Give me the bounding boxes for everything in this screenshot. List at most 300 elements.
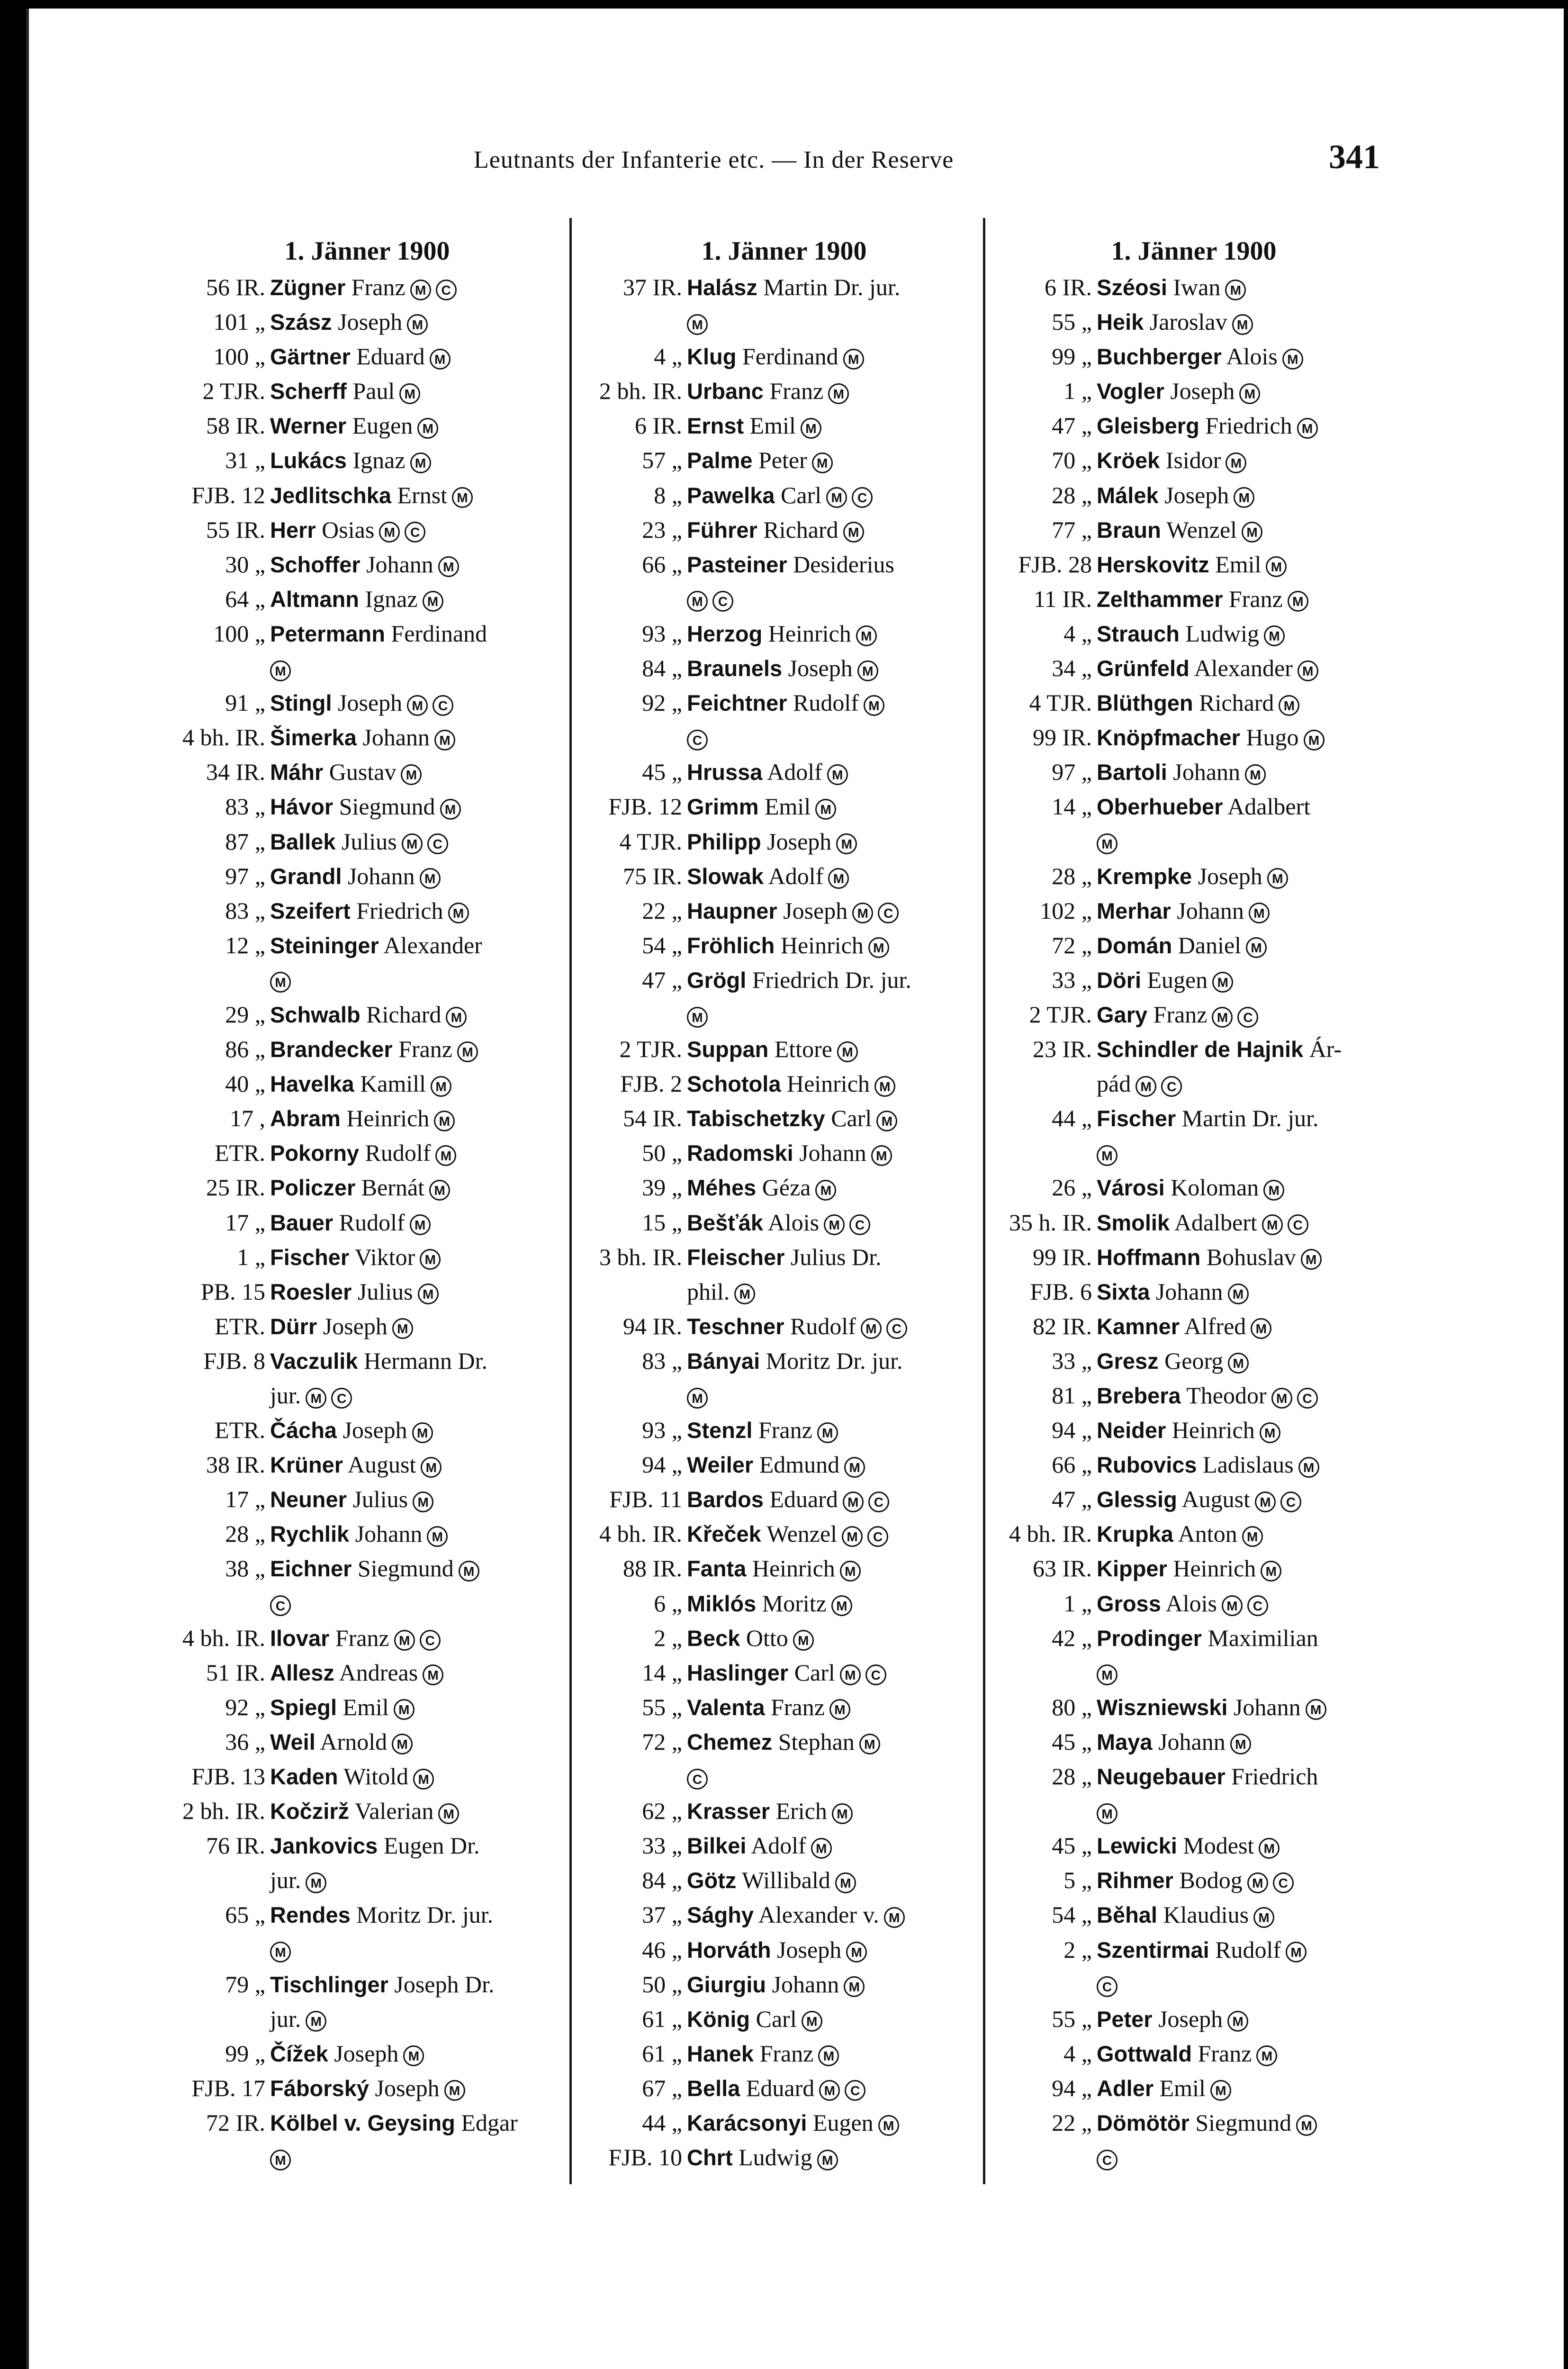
page-number: 341: [1329, 138, 1380, 176]
column-heading: 1. Jänner 1900: [1111, 236, 1277, 266]
given-name: August: [1181, 1486, 1251, 1513]
entry-text: [270, 547, 459, 582]
surname: Kamner: [1097, 1313, 1180, 1339]
entry-text: [687, 1413, 838, 1447]
list-item: [163, 1136, 571, 1170]
entry-text: [1097, 894, 1270, 928]
list-item: [163, 616, 571, 651]
surname: Haslinger: [687, 1660, 789, 1685]
given-name: jur.: [270, 1867, 301, 1894]
unit-label: FJB. 8: [203, 1347, 265, 1374]
circled-m-icon: M: [827, 764, 848, 785]
circled-m-icon: M: [868, 937, 889, 958]
circled-c-icon: C: [1288, 1214, 1308, 1235]
entry-text: [687, 1551, 861, 1586]
surname: Braunels: [687, 656, 783, 681]
entry-text: [1097, 686, 1299, 720]
circled-m-icon: M: [1097, 1664, 1117, 1685]
circled-c-icon: C: [427, 833, 448, 854]
given-name: Johann: [366, 551, 433, 578]
list-item: [163, 1205, 571, 1240]
entry-text: [687, 1898, 905, 1932]
circled-m-icon: M: [306, 2011, 326, 2032]
unit-label: 67 „: [642, 2074, 682, 2101]
unit-label: 97 „: [1052, 759, 1092, 786]
given-name: Ignaz: [365, 585, 418, 612]
given-name: Julius: [352, 1486, 408, 1513]
entry-text: [1097, 1344, 1249, 1378]
given-name: Rudolf: [339, 1209, 405, 1236]
surname: Szász: [270, 309, 332, 335]
surname: Dömötör: [1097, 2110, 1190, 2135]
unit-label: 3 bh. IR.: [599, 1243, 682, 1270]
circled-m-icon: M: [1097, 1803, 1117, 1824]
given-name: Emil: [1159, 2074, 1206, 2101]
list-item: [990, 513, 1397, 547]
list-item: [990, 1032, 1397, 1067]
unit-label: 4 bh. IR.: [599, 1520, 682, 1547]
surname: Oberhueber: [1097, 794, 1223, 820]
circled-m-icon: M: [878, 2115, 899, 2136]
circled-m-icon: M: [1210, 2080, 1231, 2101]
list-item: [990, 1551, 1397, 1586]
circled-m-icon: M: [1228, 1284, 1249, 1304]
circled-c-icon: C: [1097, 1976, 1117, 1997]
circled-m-icon: M: [1260, 1422, 1280, 1443]
surname: Méhes: [687, 1175, 757, 1201]
entry-text: [270, 2140, 291, 2175]
unit-label: 92 „: [225, 1693, 265, 1720]
surname: Weiler: [687, 1452, 754, 1478]
unit-label: 99 „: [1052, 343, 1092, 370]
entry-text: [270, 2106, 518, 2140]
unit-label: 1 „: [1063, 1590, 1092, 1617]
entry-text: [270, 859, 441, 894]
entry-text: [687, 789, 836, 824]
list-item: [163, 1344, 571, 1378]
surname: Buchberger: [1097, 344, 1222, 370]
list-item: [163, 1933, 571, 1967]
unit-label: 51 IR.: [206, 1659, 265, 1686]
circled-m-icon: M: [1246, 937, 1267, 958]
list-item: [163, 1378, 571, 1413]
entry-text: [270, 824, 448, 859]
given-name: Friedrich Dr. jur.: [752, 966, 911, 993]
entry-text: [687, 270, 900, 305]
entry-text: [687, 1101, 897, 1136]
given-name: Ludwig: [1185, 620, 1260, 647]
list-item: [580, 1828, 988, 1863]
entry-text: [687, 1309, 907, 1344]
entry-text: [1097, 374, 1260, 408]
list-item: [580, 1933, 988, 1967]
entry-text: [687, 686, 884, 720]
given-name: Willibald: [742, 1867, 830, 1894]
circled-m-icon: M: [801, 418, 821, 439]
entry-text: [1097, 1205, 1308, 1240]
entry-text: [687, 547, 894, 582]
entry-text: [270, 616, 487, 651]
circled-c-icon: C: [420, 1630, 441, 1651]
given-name: Ignaz: [352, 447, 406, 474]
circled-m-icon: M: [438, 1803, 459, 1824]
list-item: [163, 1551, 571, 1586]
unit-label: ETR.: [215, 1139, 265, 1166]
unit-label: 61 „: [642, 2005, 682, 2032]
list-item: [163, 1655, 571, 1690]
circled-m-icon: M: [846, 1942, 867, 1962]
surname: Fröhlich: [687, 932, 775, 958]
unit-label: 35 h. IR.: [1009, 1209, 1092, 1236]
list-item: [163, 1725, 571, 1759]
surname: Gresz: [1097, 1348, 1159, 1374]
given-name: Eugen: [352, 412, 413, 439]
circled-m-icon: M: [1282, 349, 1303, 370]
surname: Bardos: [687, 1487, 764, 1512]
entry-text: [1097, 1933, 1307, 1967]
entry-text: [270, 1759, 434, 1794]
circled-m-icon: M: [857, 660, 878, 681]
entry-text: [1097, 1967, 1117, 2002]
entry-text: [687, 1967, 865, 2002]
circled-m-icon: M: [831, 1595, 852, 1616]
unit-label: ETR.: [215, 1312, 265, 1339]
surname: Havelka: [270, 1071, 354, 1097]
surname: Hrussa: [687, 760, 763, 785]
list-item: [580, 547, 988, 582]
circled-m-icon: M: [392, 1734, 413, 1754]
list-item: [580, 720, 988, 755]
list-item: [580, 1586, 988, 1621]
unit-label: 2 TJR.: [202, 378, 265, 405]
entry-text: [687, 1032, 858, 1067]
entry-text: [270, 408, 438, 443]
given-name: Arnold: [320, 1728, 387, 1755]
circled-m-icon: M: [434, 730, 455, 750]
circled-c-icon: C: [1280, 1492, 1301, 1512]
page-header: [0, 137, 1568, 185]
circled-m-icon: M: [1249, 903, 1270, 923]
unit-label: 65 „: [225, 1901, 265, 1928]
surname: Feichtner: [687, 690, 787, 716]
unit-label: 8 „: [654, 481, 682, 508]
list-item: [580, 1344, 988, 1378]
circled-m-icon: M: [1306, 1699, 1326, 1720]
circled-m-icon: M: [1097, 833, 1117, 854]
given-name: Richard: [366, 1001, 442, 1028]
unit-label: 14 „: [1052, 793, 1092, 820]
entry-text: [1097, 1378, 1318, 1413]
list-item: [990, 478, 1397, 513]
given-name: Witold: [343, 1763, 409, 1790]
surname: Schwalb: [270, 1002, 360, 1027]
surname: Klug: [687, 344, 737, 370]
circled-m-icon: M: [1253, 1907, 1274, 1928]
entry-text: [1097, 1275, 1249, 1309]
surname: Karácsonyi: [687, 2110, 807, 2135]
entry-text: [687, 1067, 895, 1101]
circled-c-icon: C: [1247, 1595, 1268, 1616]
circled-m-icon: M: [403, 2045, 424, 2066]
list-item: [580, 686, 988, 720]
list-item: [580, 1482, 988, 1517]
given-name: Anton: [1178, 1520, 1237, 1547]
circled-m-icon: M: [836, 833, 857, 854]
entry-text: [270, 1517, 448, 1551]
given-name: Adalbert: [1174, 1209, 1257, 1236]
surname: Neider: [1097, 1418, 1166, 1443]
circled-m-icon: M: [687, 591, 708, 612]
list-item: [163, 1482, 571, 1517]
unit-label: 80 „: [1052, 1693, 1092, 1720]
unit-label: 94 IR.: [623, 1312, 682, 1339]
list-item: [580, 2106, 988, 2140]
surname: Bányai: [687, 1348, 760, 1374]
entry-text: [270, 270, 457, 305]
unit-label: 88 IR.: [623, 1555, 682, 1582]
unit-label: 2 TJR.: [1029, 1001, 1092, 1028]
circled-m-icon: M: [1234, 487, 1254, 508]
circled-m-icon: M: [1288, 591, 1308, 612]
given-name: Gustav: [329, 759, 397, 786]
entry-text: [1097, 1517, 1263, 1551]
surname: Wiszniewski: [1097, 1694, 1228, 1720]
given-name: Franz: [759, 2040, 814, 2067]
entry-text: [687, 1794, 853, 1828]
surname: Fáborský: [270, 2075, 369, 2101]
circled-m-icon: M: [852, 903, 873, 923]
list-item: [580, 1170, 988, 1205]
list-item: [580, 1655, 988, 1690]
surname: Vogler: [1097, 379, 1164, 404]
circled-m-icon: M: [1301, 1249, 1322, 1270]
list-item: [163, 1309, 571, 1344]
surname: Glessig: [1097, 1487, 1177, 1512]
entry-text: [270, 1344, 487, 1378]
list-item: [580, 1101, 988, 1136]
list-item: [163, 582, 571, 616]
circled-c-icon: C: [868, 1492, 889, 1512]
list-item: [580, 928, 988, 963]
list-item: [580, 513, 988, 547]
unit-label: 91 „: [225, 689, 265, 716]
unit-label: 17 ,: [230, 1105, 265, 1132]
circled-m-icon: M: [1212, 1007, 1233, 1028]
circled-m-icon: M: [802, 2011, 822, 2032]
surname: Lewicki: [1097, 1833, 1177, 1859]
list-item: [990, 1170, 1397, 1205]
list-item: [163, 755, 571, 789]
unit-label: 6 IR.: [1045, 274, 1092, 300]
surname: Bešťák: [687, 1210, 764, 1235]
unit-label: 64 „: [225, 585, 265, 612]
unit-label: FJB. 12: [608, 793, 682, 820]
circled-m-icon: M: [829, 1699, 850, 1720]
entry-text: [1097, 582, 1308, 616]
given-name: Franz: [398, 1036, 452, 1063]
surname: Kočzirž: [270, 1799, 350, 1824]
circled-m-icon: M: [840, 1664, 861, 1685]
list-item: [163, 1101, 571, 1136]
given-name: Johann: [772, 1971, 839, 1998]
given-name: Eduard: [746, 2074, 815, 2101]
given-name: Joseph: [767, 828, 832, 855]
entry-text: [1097, 1309, 1271, 1344]
given-name: Paul: [352, 378, 395, 405]
given-name: Friedrich: [1231, 1763, 1318, 1790]
list-item: [163, 2036, 571, 2071]
entry-text: [1097, 443, 1246, 478]
unit-label: 1 „: [237, 1243, 265, 1270]
given-name: Emil: [342, 1693, 389, 1720]
list-item: [580, 1309, 988, 1344]
circled-m-icon: M: [828, 383, 849, 404]
surname: Altmann: [270, 586, 359, 612]
list-item: [163, 789, 571, 824]
list-item: [580, 408, 988, 443]
unit-label: 84 „: [642, 1867, 682, 1894]
unit-label: 17 „: [225, 1486, 265, 1513]
entry-text: [270, 1067, 451, 1101]
list-item: [580, 1447, 988, 1482]
circled-m-icon: M: [1247, 1872, 1268, 1893]
list-item: [990, 1933, 1397, 1967]
circled-m-icon: M: [1271, 1388, 1292, 1409]
entry-text: [1097, 1725, 1251, 1759]
circled-m-icon: M: [1239, 383, 1260, 404]
given-name: Joseph: [1198, 862, 1262, 889]
circled-m-icon: M: [446, 1007, 467, 1028]
entry-text: [270, 997, 467, 1032]
unit-label: FJB. 12: [191, 481, 265, 508]
unit-label: 2 bh. IR.: [182, 1798, 265, 1825]
given-name: Friedrich: [1205, 412, 1292, 439]
unit-label: 28 „: [1052, 1763, 1092, 1790]
entry-text: [1097, 859, 1288, 894]
entry-text: [687, 513, 864, 547]
list-item: [580, 478, 988, 513]
surname: Götz: [687, 1868, 737, 1893]
given-name: Modest: [1183, 1832, 1254, 1859]
given-name: Franz: [351, 274, 406, 300]
list-item: [580, 1690, 988, 1725]
given-name: Johann: [355, 1520, 423, 1547]
list-item: [990, 408, 1397, 443]
list-item: [990, 1655, 1397, 1690]
column-heading: 1. Jänner 1900: [701, 236, 867, 266]
list-item: [990, 1240, 1397, 1275]
unit-label: 46 „: [642, 1936, 682, 1963]
entry-text: [1097, 1032, 1342, 1067]
list-item: [163, 963, 571, 997]
surname: Kölbel v. Geysing: [270, 2110, 455, 2135]
unit-label: 54 „: [642, 931, 682, 958]
given-name: Joseph: [375, 2074, 440, 2101]
surname: Kröek: [1097, 448, 1160, 473]
circled-m-icon: M: [861, 1318, 882, 1339]
unit-label: 40 „: [225, 1070, 265, 1097]
list-item: [163, 1967, 571, 2002]
unit-label: PB. 15: [200, 1278, 265, 1305]
unit-label: 79 „: [225, 1971, 265, 1998]
list-item: [580, 1378, 988, 1413]
surname: Rychlik: [270, 1521, 350, 1547]
circled-c-icon: C: [886, 1318, 907, 1339]
list-item: [163, 1898, 571, 1932]
entry-text: [687, 616, 877, 651]
circled-m-icon: M: [379, 522, 400, 543]
unit-label: 61 „: [642, 2040, 682, 2067]
surname: Krempke: [1097, 863, 1192, 889]
list-item: [990, 963, 1397, 997]
circled-m-icon: M: [420, 868, 441, 889]
surname: Sághy: [687, 1902, 754, 1928]
unit-label: 6 IR.: [635, 412, 682, 439]
given-name: Martin Dr. jur.: [763, 274, 901, 300]
unit-label: 63 IR.: [1033, 1555, 1092, 1582]
unit-label: 45 „: [1052, 1728, 1092, 1755]
unit-label: 70 „: [1052, 447, 1092, 474]
surname: Roesler: [270, 1279, 352, 1304]
surname: Grandl: [270, 863, 342, 889]
circled-m-icon: M: [843, 1492, 864, 1512]
list-item: [990, 1205, 1397, 1240]
given-name: Bernát: [361, 1174, 425, 1201]
entry-text: [687, 1690, 850, 1725]
given-name: Joseph Dr.: [394, 1971, 495, 1998]
circled-m-icon: M: [815, 1180, 836, 1201]
unit-label: 25 IR.: [206, 1174, 265, 1201]
list-item: [163, 859, 571, 894]
list-item: [163, 270, 571, 305]
circled-m-icon: M: [828, 868, 849, 889]
given-name: Emil: [1215, 551, 1262, 578]
given-name: Rudolf: [793, 689, 859, 716]
entry-text: [270, 1378, 352, 1413]
circled-m-icon: M: [842, 1526, 863, 1547]
list-item: [990, 1863, 1397, 1898]
list-item: [163, 2002, 571, 2036]
entry-text: [270, 928, 482, 963]
circled-c-icon: C: [331, 1388, 352, 1409]
given-name: Maximilian: [1208, 1624, 1318, 1651]
given-name: Ár-: [1309, 1036, 1342, 1063]
circled-m-icon: M: [844, 1976, 865, 1997]
entry-text: [687, 997, 708, 1032]
circled-m-icon: M: [459, 1561, 479, 1582]
circled-m-icon: M: [817, 1422, 838, 1443]
surname: Chrt: [687, 2145, 733, 2170]
list-item: [163, 1067, 571, 1101]
given-name: Bohuslav: [1206, 1243, 1296, 1270]
unit-label: 84 „: [642, 655, 682, 682]
surname: Policzer: [270, 1175, 356, 1201]
surname: Heik: [1097, 309, 1144, 335]
list-item: [990, 651, 1397, 686]
circled-m-icon: M: [1222, 1595, 1243, 1616]
circled-m-icon: M: [1261, 1561, 1281, 1582]
list-item: [990, 1413, 1397, 1447]
list-item: [163, 1794, 571, 1828]
given-name: Jaroslav: [1149, 308, 1227, 335]
unit-label: FJB. 28: [1018, 551, 1092, 578]
circled-c-icon: C: [852, 487, 873, 508]
unit-label: 99 „: [225, 2040, 265, 2067]
surname: Pasteiner: [687, 552, 787, 577]
surname: Teschner: [687, 1313, 784, 1339]
entry-text: [687, 1275, 755, 1309]
given-name: Edgar: [461, 2109, 518, 2136]
